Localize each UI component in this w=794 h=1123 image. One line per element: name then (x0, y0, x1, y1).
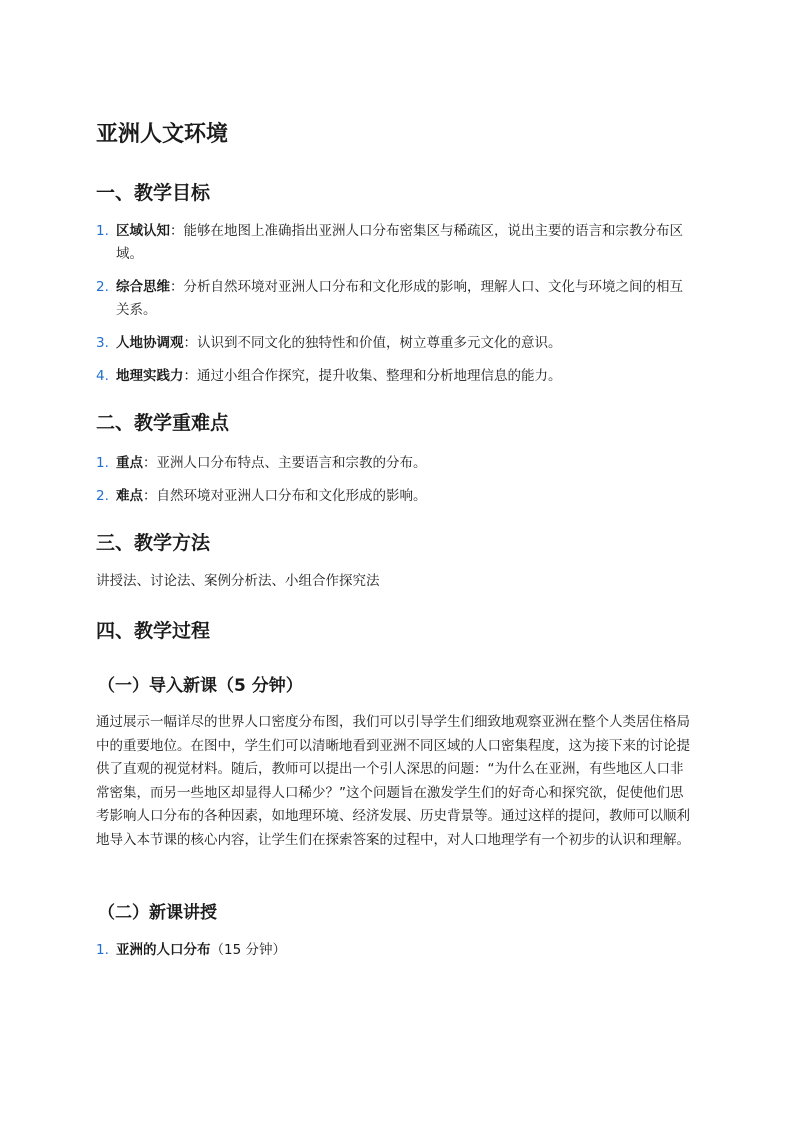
item-text: ：通过小组合作探究，提升收集、整理和分析地理信息的能力。 (183, 368, 562, 384)
item-label: 人地协调观 (116, 335, 184, 351)
list-item (96, 220, 696, 266)
list-item (96, 332, 696, 355)
new-lesson-heading: （二）新课讲授 (98, 903, 217, 923)
item-label: 亚洲的人口分布 (116, 942, 211, 958)
item-text: ：分析自然环境对亚洲人口分布和文化形成的影响，理解人口、文化与环境之间的相互关系。 (116, 279, 683, 318)
page-title: 亚洲人文环境 (96, 122, 229, 147)
item-label: 综合思维 (116, 279, 170, 295)
intro-paragraph: 通过展示一幅详尽的世界人口密度分布图，我们可以引导学生们细致地观察亚洲在整个人类居住格局中的重要地位。在图中，学生们可以清晰地看到亚洲不同区域的人口密集程度，这为接下来的讨论提供了直观的视觉材料。随后，教师可以提出一个引人深思的问题：“为什么在亚洲，有些地区人口非常密集，而另一些地区却显得人口稀少？”这个问题旨在激发学生们的好奇心和探究欲，促使他们思考影响人口分布的各种因素，如地理环境、经济发展、历史背景等。通过这样的提问，教师可以顺利地导入本节课的核心内容，让学生们在探索答案的过程中，对人口地理学有一个初步的认识和理解。 (96, 714, 690, 848)
list-item (96, 485, 696, 508)
item-text: ：亚洲人口分布特点、主要语言和宗教的分布。 (143, 455, 427, 471)
list-number: 1. (96, 223, 109, 239)
list-item (96, 939, 696, 962)
list-number: 4. (96, 368, 109, 384)
item-text: ：能够在地图上准确指出亚洲人口分布密集区与稀疏区，说出主要的语言和宗教分布区域。 (116, 223, 683, 262)
intro-heading: （一）导入新课（5 分钟） (98, 676, 303, 696)
key-points-list (96, 452, 696, 508)
new-lesson-list (96, 939, 696, 962)
methods-text: 讲授法、讨论法、案例分析法、小组合作探究法 (96, 573, 380, 589)
objectives-heading: 一、教学目标 (96, 182, 211, 204)
item-label: 区域认知 (116, 223, 170, 239)
list-number: 1. (96, 455, 109, 471)
list-item (96, 452, 696, 475)
item-text: （15 分钟） (210, 942, 286, 958)
item-text: ：自然环境对亚洲人口分布和文化形成的影响。 (143, 488, 427, 504)
list-number: 1. (96, 942, 109, 958)
item-text: ：认识到不同文化的独特性和价值，树立尊重多元文化的意识。 (183, 335, 562, 351)
list-item (96, 365, 696, 388)
list-item (96, 276, 696, 322)
methods-heading: 三、教学方法 (96, 532, 211, 554)
list-number: 2. (96, 488, 109, 504)
item-label: 重点 (116, 455, 143, 471)
objectives-list (96, 220, 696, 388)
list-number: 2. (96, 279, 109, 295)
process-heading: 四、教学过程 (96, 620, 211, 642)
key-points-heading: 二、教学重难点 (96, 412, 230, 434)
item-label: 难点 (116, 488, 143, 504)
list-number: 3. (96, 335, 109, 351)
item-label: 地理实践力 (116, 368, 184, 384)
